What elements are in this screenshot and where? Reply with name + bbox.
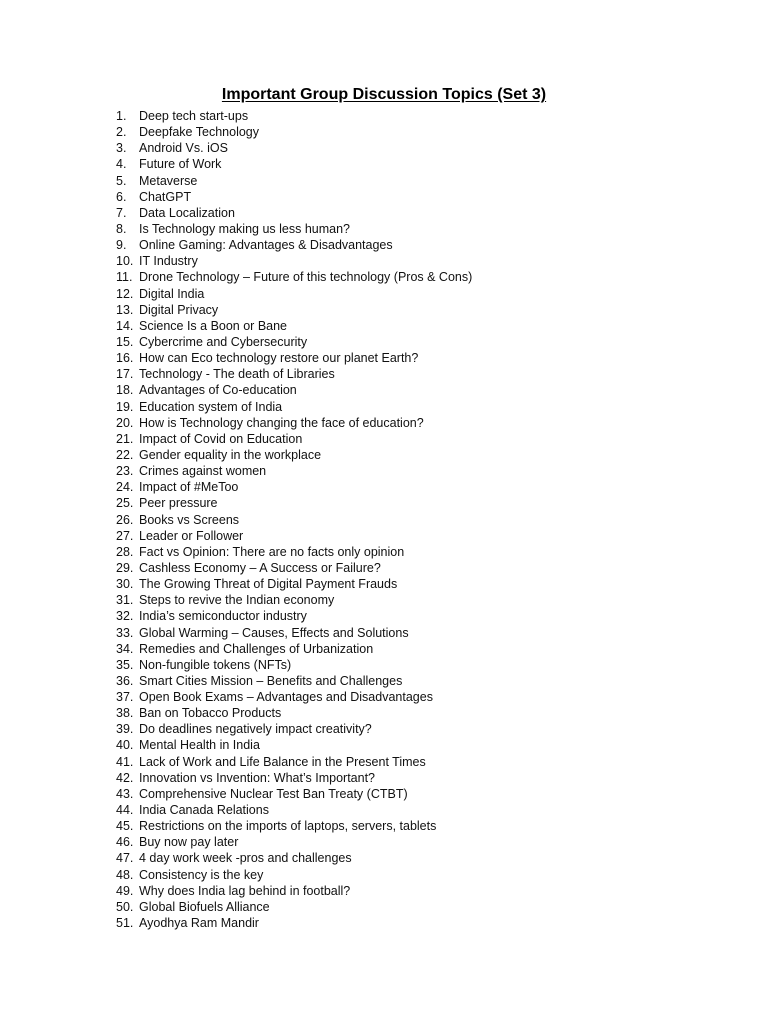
- list-item: [116, 140, 472, 156]
- list-item: [116, 737, 472, 753]
- list-item-text: Steps to revive the Indian economy: [139, 593, 335, 608]
- list-item-number: 7.: [116, 205, 127, 220]
- list-item-text: Global Biofuels Alliance: [139, 899, 270, 914]
- list-item-number: 3.: [116, 141, 127, 156]
- list-item: [116, 883, 472, 899]
- list-item: [116, 641, 472, 657]
- list-item-number: 2.: [116, 125, 127, 140]
- list-item-number: 41.: [116, 754, 134, 769]
- list-item: [116, 673, 472, 689]
- list-item-number: 30.: [116, 577, 134, 592]
- list-item-number: 44.: [116, 803, 134, 818]
- list-item-number: 4.: [116, 157, 127, 172]
- list-item-number: 22.: [116, 447, 134, 462]
- list-item-number: 49.: [116, 883, 134, 898]
- list-item-number: 14.: [116, 318, 134, 333]
- list-item-text: Comprehensive Nuclear Test Ban Treaty (CTBT): [139, 786, 408, 801]
- list-item-text: Technology - The death of Libraries: [139, 367, 335, 382]
- list-item-number: 33.: [116, 625, 134, 640]
- list-item-number: 45.: [116, 819, 134, 834]
- list-item-number: 27.: [116, 528, 134, 543]
- list-item-text: Smart Cities Mission – Benefits and Challenges: [139, 673, 403, 688]
- list-item: [116, 802, 472, 818]
- list-item-text: IT Industry: [139, 254, 198, 269]
- list-item-text: Future of Work: [139, 157, 222, 172]
- list-item: [116, 156, 472, 172]
- list-item: [116, 334, 472, 350]
- list-item-number: 46.: [116, 835, 134, 850]
- list-item-number: 17.: [116, 367, 134, 382]
- list-item-number: 23.: [116, 464, 134, 479]
- list-item: [116, 269, 472, 285]
- list-item: [116, 867, 472, 883]
- list-item-text: Cybercrime and Cybersecurity: [139, 334, 308, 349]
- list-item-text: Metaverse: [139, 173, 198, 188]
- list-item: [116, 899, 472, 915]
- list-item-text: Innovation vs Invention: What’s Important?: [139, 770, 376, 785]
- list-item: [116, 818, 472, 834]
- list-item-text: Digital Privacy: [139, 302, 219, 317]
- list-item: [116, 382, 472, 398]
- list-item-number: 24.: [116, 480, 134, 495]
- list-item: [116, 657, 472, 673]
- list-item: [116, 366, 472, 382]
- list-item-number: 5.: [116, 173, 127, 188]
- list-item-number: 6.: [116, 189, 127, 204]
- list-item-text: Data Localization: [139, 205, 235, 220]
- list-item-number: 50.: [116, 899, 134, 914]
- list-item-text: Non-fungible tokens (NFTs): [139, 657, 292, 672]
- list-item: [116, 221, 472, 237]
- list-item-text: Ban on Tobacco Products: [139, 706, 282, 721]
- list-item-text: Remedies and Challenges of Urbanization: [139, 641, 374, 656]
- list-item-number: 29.: [116, 560, 134, 575]
- list-item-text: Restrictions on the imports of laptops, servers, tablets: [139, 819, 437, 834]
- list-item-number: 43.: [116, 786, 134, 801]
- list-item-number: 32.: [116, 609, 134, 624]
- document-title-text: Important Group Discussion Topics (Set 3): [221, 86, 547, 103]
- list-item-number: 8.: [116, 221, 127, 236]
- list-item-text: 4 day work week -pros and challenges: [139, 851, 352, 866]
- list-item-number: 48.: [116, 867, 134, 882]
- list-item-text: Advantages of Co-education: [139, 383, 297, 398]
- list-item-text: Global Warming – Causes, Effects and Solutions: [139, 625, 409, 640]
- list-item-text: Drone Technology – Future of this technology (Pros & Cons): [139, 270, 473, 285]
- list-item-text: Is Technology making us less human?: [139, 221, 350, 236]
- list-item: [116, 834, 472, 850]
- list-item-number: 37.: [116, 690, 134, 705]
- topic-list: [116, 108, 472, 931]
- list-item-text: Cashless Economy – A Success or Failure?: [139, 560, 381, 575]
- list-item-text: The Growing Threat of Digital Payment Frauds: [139, 577, 398, 592]
- list-item-number: 20.: [116, 415, 134, 430]
- list-item-number: 34.: [116, 641, 134, 656]
- list-item-number: 11.: [116, 270, 133, 285]
- list-item-number: 31.: [116, 593, 134, 608]
- list-item: [116, 415, 472, 431]
- list-item-text: Fact vs Opinion: There are no facts only opinion: [139, 544, 405, 559]
- list-item-text: India’s semiconductor industry: [139, 609, 307, 624]
- list-item-text: Lack of Work and Life Balance in the Present Times: [139, 754, 426, 769]
- list-item-text: Buy now pay later: [139, 835, 239, 850]
- list-item: [116, 124, 472, 140]
- list-item-text: Science Is a Boon or Bane: [139, 318, 288, 333]
- list-item: [116, 512, 472, 528]
- list-item-text: Deepfake Technology: [139, 125, 259, 140]
- list-item-text: Online Gaming: Advantages & Disadvantages: [139, 238, 393, 253]
- list-item-number: 38.: [116, 706, 134, 721]
- list-item: [116, 576, 472, 592]
- list-item: [116, 915, 472, 931]
- list-item: [116, 108, 472, 124]
- list-item: [116, 786, 472, 802]
- list-item-text: Ayodhya Ram Mandir: [139, 916, 259, 931]
- list-item: [116, 560, 472, 576]
- list-item-number: 35.: [116, 657, 134, 672]
- list-item-text: Education system of India: [139, 399, 283, 414]
- list-item-text: Impact of #MeToo: [139, 480, 239, 495]
- list-item-number: 10.: [116, 254, 134, 269]
- list-item: [116, 721, 472, 737]
- list-item: [116, 189, 472, 205]
- list-item-number: 9.: [116, 238, 127, 253]
- list-item-text: Why does India lag behind in football?: [139, 883, 351, 898]
- list-item: [116, 253, 472, 269]
- list-item: [116, 544, 472, 560]
- list-item: [116, 431, 472, 447]
- list-item: [116, 705, 472, 721]
- list-item: [116, 592, 472, 608]
- list-item: [116, 350, 472, 366]
- list-item-text: Digital India: [139, 286, 205, 301]
- list-item-number: 13.: [116, 302, 134, 317]
- list-item: [116, 528, 472, 544]
- list-item-text: Consistency is the key: [139, 867, 264, 882]
- list-item: [116, 173, 472, 189]
- list-item-text: Mental Health in India: [139, 738, 260, 753]
- list-item-text: Android Vs. iOS: [139, 141, 228, 156]
- list-item-text: ChatGPT: [139, 189, 192, 204]
- list-item-text: Peer pressure: [139, 496, 218, 511]
- list-item-number: 12.: [116, 286, 134, 301]
- list-item-text: Do deadlines negatively impact creativity?: [139, 722, 372, 737]
- list-item-text: Crimes against women: [139, 464, 267, 479]
- list-item-number: 25.: [116, 496, 134, 511]
- list-item: [116, 463, 472, 479]
- list-item: [116, 495, 472, 511]
- list-item-text: How can Eco technology restore our planet Earth?: [139, 351, 419, 366]
- list-item-number: 47.: [116, 851, 134, 866]
- list-item: [116, 237, 472, 253]
- list-item-number: 1.: [116, 109, 127, 123]
- list-item: [116, 205, 472, 221]
- list-item: [116, 770, 472, 786]
- list-item: [116, 399, 472, 415]
- list-item: [116, 302, 472, 318]
- list-item-number: 26.: [116, 512, 134, 527]
- list-item-text: Leader or Follower: [139, 528, 244, 543]
- list-item: [116, 318, 472, 334]
- list-item-number: 16.: [116, 351, 134, 366]
- list-item-text: Deep tech start-ups: [139, 109, 249, 123]
- list-item: [116, 479, 472, 495]
- list-item: [116, 850, 472, 866]
- list-item-number: 42.: [116, 770, 134, 785]
- list-item-text: Impact of Covid on Education: [139, 431, 303, 446]
- list-item: [116, 286, 472, 302]
- list-item: [116, 608, 472, 624]
- list-item-number: 36.: [116, 673, 134, 688]
- list-item-text: Open Book Exams – Advantages and Disadvantages: [139, 690, 433, 705]
- list-item-number: 51.: [116, 916, 134, 931]
- list-item-number: 18.: [116, 383, 134, 398]
- document-title: [0, 86, 768, 104]
- list-item: [116, 689, 472, 705]
- list-item-text: India Canada Relations: [139, 803, 269, 818]
- list-item-number: 40.: [116, 738, 134, 753]
- list-item-number: 21.: [116, 431, 134, 446]
- list-item-number: 39.: [116, 722, 134, 737]
- list-item: [116, 754, 472, 770]
- list-item: [116, 447, 472, 463]
- list-item-text: Gender equality in the workplace: [139, 447, 322, 462]
- list-item-text: Books vs Screens: [139, 512, 240, 527]
- list-item-text: How is Technology changing the face of education?: [139, 415, 424, 430]
- list-item-number: 28.: [116, 544, 134, 559]
- list-item-number: 15.: [116, 334, 134, 349]
- list-item: [116, 625, 472, 641]
- list-item-number: 19.: [116, 399, 134, 414]
